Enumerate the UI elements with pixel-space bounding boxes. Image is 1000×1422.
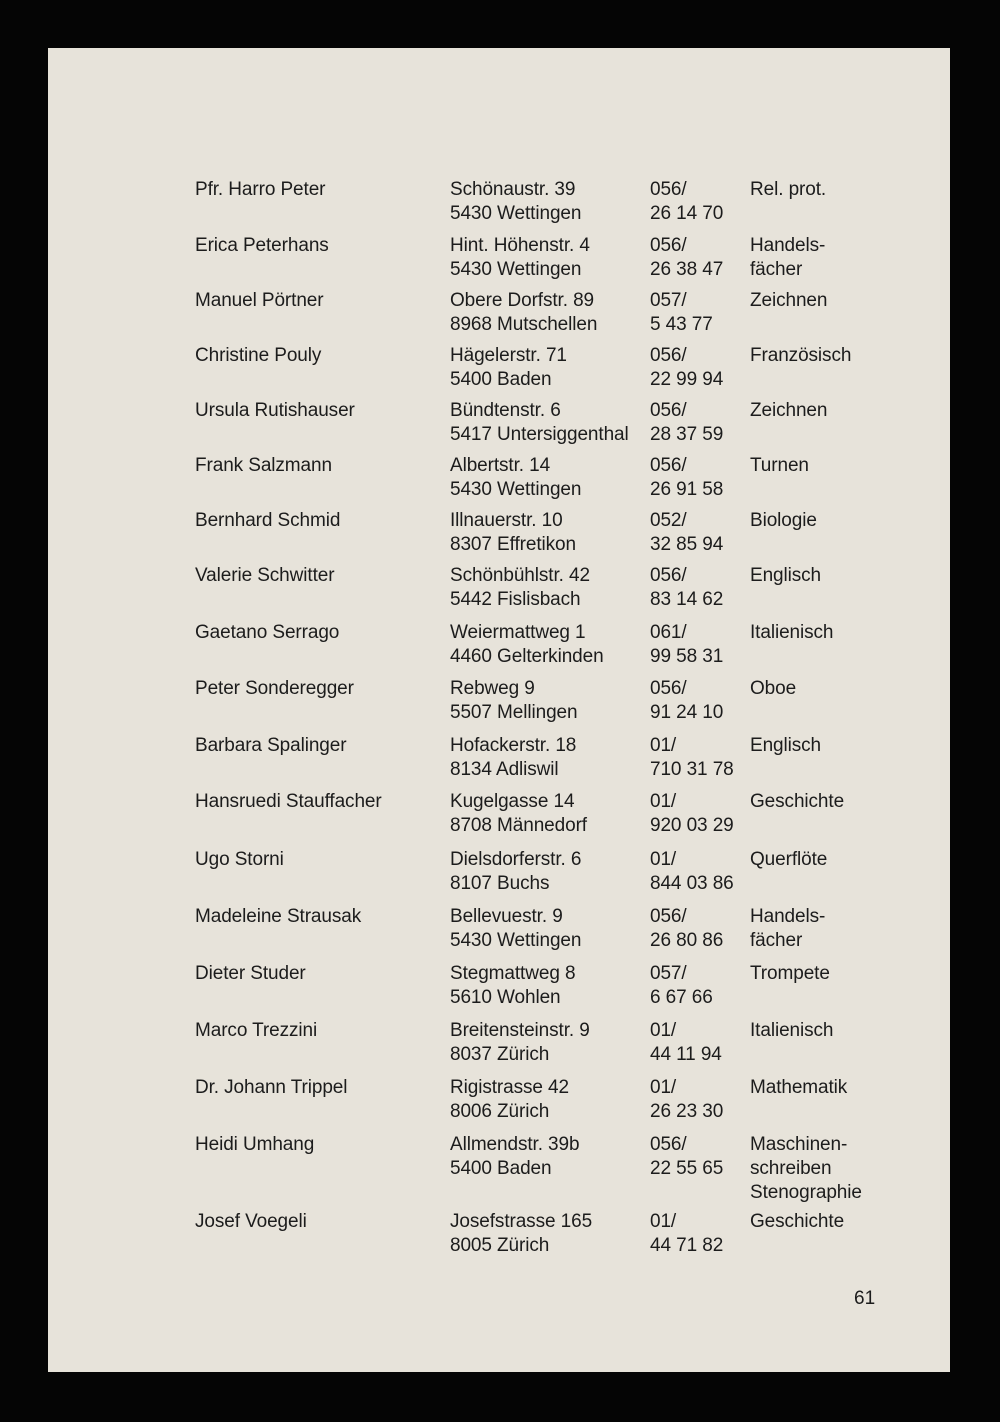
entry-name-line: Gaetano Serrago xyxy=(195,622,340,643)
entry-address xyxy=(450,178,581,226)
entry-subject-line: Turnen xyxy=(750,455,809,476)
entry-subject-line: Querflöte xyxy=(750,849,828,870)
entry-address xyxy=(450,621,604,669)
entry-subject xyxy=(750,962,830,986)
entry-phone-line: 056/ xyxy=(650,565,687,586)
entry-phone xyxy=(650,509,723,557)
page-number: 61 xyxy=(854,1288,876,1309)
entry-subject xyxy=(750,734,821,758)
entry-address xyxy=(450,344,567,392)
entry-name xyxy=(195,344,321,368)
entry-address xyxy=(450,1019,590,1067)
entry-name-line: Christine Pouly xyxy=(195,345,322,366)
entry-subject xyxy=(750,454,809,478)
entry-name-line: Marco Trezzini xyxy=(195,1020,318,1041)
document-page xyxy=(48,48,950,1372)
entry-phone-line: 01/ xyxy=(650,791,677,812)
entry-name-line: Bernhard Schmid xyxy=(195,510,341,531)
entry-subject xyxy=(750,1210,844,1234)
entry-phone-line: 99 58 31 xyxy=(650,646,724,667)
entry-phone xyxy=(650,178,723,226)
entry-name-line: Frank Salzmann xyxy=(195,455,332,476)
entry-address-line: Illnauerstr. 10 xyxy=(450,510,563,531)
entry-phone-line: 6 67 66 xyxy=(650,987,713,1008)
entry-subject xyxy=(750,564,821,588)
entry-name xyxy=(195,677,354,701)
entry-address xyxy=(450,962,575,1010)
entry-name-line: Dr. Johann Trippel xyxy=(195,1077,348,1098)
entry-phone-line: 26 23 30 xyxy=(650,1101,724,1122)
entry-address-line: 8134 Adliswil xyxy=(450,759,559,780)
entry-phone-line: 057/ xyxy=(650,290,687,311)
entry-subject-line: fächer xyxy=(750,930,803,951)
entry-address-line: 8307 Effretikon xyxy=(450,534,576,555)
entry-name-line: Ursula Rutishauser xyxy=(195,400,355,421)
entry-phone xyxy=(650,399,723,447)
entry-phone-line: 056/ xyxy=(650,678,687,699)
entry-name xyxy=(195,399,355,423)
entry-address-line: Rigistrasse 42 xyxy=(450,1077,569,1098)
entry-name xyxy=(195,734,346,758)
entry-name xyxy=(195,621,339,645)
entry-address-line: Breitensteinstr. 9 xyxy=(450,1020,590,1041)
entry-address-line: 8107 Buchs xyxy=(450,873,550,894)
entry-phone-line: 056/ xyxy=(650,235,687,256)
entry-phone-line: 056/ xyxy=(650,1134,687,1155)
entry-address xyxy=(450,399,629,447)
entry-phone-line: 26 80 86 xyxy=(650,930,724,951)
entry-subject-line: Handels- xyxy=(750,235,826,256)
entry-address xyxy=(450,1210,592,1258)
entry-name-line: Manuel Pörtner xyxy=(195,290,324,311)
entry-subject-line: Mathematik xyxy=(750,1077,848,1098)
entry-name-line: Madeleine Strausak xyxy=(195,906,362,927)
entry-address xyxy=(450,509,576,557)
entry-address xyxy=(450,734,576,782)
entry-phone-line: 22 55 65 xyxy=(650,1158,724,1179)
entry-subject-line: Zeichnen xyxy=(750,290,828,311)
entry-address-line: 5442 Fislisbach xyxy=(450,589,581,610)
entry-phone-line: 01/ xyxy=(650,849,677,870)
entry-subject-line: Stenographie xyxy=(750,1182,862,1203)
entry-subject-line: Geschichte xyxy=(750,1211,845,1232)
entry-address-line: Weiermattweg 1 xyxy=(450,622,586,643)
entry-address-line: Albertstr. 14 xyxy=(450,455,551,476)
entry-subject xyxy=(750,1133,862,1205)
entry-subject xyxy=(750,848,827,872)
entry-subject-line: Englisch xyxy=(750,565,822,586)
entry-subject-line: Geschichte xyxy=(750,791,845,812)
entry-address-line: 5610 Wohlen xyxy=(450,987,561,1008)
entry-subject-line: Trompete xyxy=(750,963,830,984)
entry-phone-line: 052/ xyxy=(650,510,687,531)
entry-subject-line: schreiben xyxy=(750,1158,832,1179)
entry-name xyxy=(195,234,329,258)
entry-address xyxy=(450,454,581,502)
entry-address-line: 4460 Gelterkinden xyxy=(450,646,604,667)
entry-phone-line: 26 14 70 xyxy=(650,203,724,224)
entry-name xyxy=(195,1019,317,1043)
entry-subject xyxy=(750,1076,847,1100)
entry-phone xyxy=(650,621,723,669)
entry-phone xyxy=(650,1133,723,1181)
entry-name-line: Pfr. Harro Peter xyxy=(195,179,326,200)
entry-phone-line: 056/ xyxy=(650,179,687,200)
entry-name-line: Josef Voegeli xyxy=(195,1211,307,1232)
entry-address-line: Obere Dorfstr. 89 xyxy=(450,290,595,311)
entry-phone xyxy=(650,962,713,1010)
entry-subject-line: fächer xyxy=(750,259,803,280)
entry-name xyxy=(195,905,361,929)
entry-address-line: 5417 Untersiggenthal xyxy=(450,424,629,445)
entry-subject xyxy=(750,677,796,701)
entry-phone-line: 01/ xyxy=(650,735,677,756)
entry-name xyxy=(195,564,334,588)
entry-address xyxy=(450,289,597,337)
entry-name-line: Ugo Storni xyxy=(195,849,284,870)
entry-address-line: Kugelgasse 14 xyxy=(450,791,575,812)
entry-phone-line: 26 38 47 xyxy=(650,259,724,280)
entry-subject-line: Maschinen- xyxy=(750,1134,848,1155)
entry-address xyxy=(450,848,581,896)
entry-phone xyxy=(650,1210,723,1258)
entry-address xyxy=(450,234,590,282)
entry-subject xyxy=(750,289,827,313)
entry-phone xyxy=(650,564,723,612)
entry-name-line: Erica Peterhans xyxy=(195,235,329,256)
entry-phone xyxy=(650,905,723,953)
entry-name-line: Barbara Spalinger xyxy=(195,735,347,756)
entry-address-line: Rebweg 9 xyxy=(450,678,535,699)
entry-address-line: 8708 Männedorf xyxy=(450,815,587,836)
entry-subject xyxy=(750,1019,833,1043)
entry-address-line: 5430 Wettingen xyxy=(450,203,582,224)
entry-name-line: Valerie Schwitter xyxy=(195,565,335,586)
entry-phone xyxy=(650,848,734,896)
entry-subject xyxy=(750,344,851,368)
entry-name-line: Peter Sonderegger xyxy=(195,678,354,699)
entry-subject-line: Französisch xyxy=(750,345,852,366)
entry-subject xyxy=(750,399,827,423)
entry-name xyxy=(195,962,306,986)
entry-name xyxy=(195,790,382,814)
entry-address-line: Dielsdorferstr. 6 xyxy=(450,849,582,870)
entry-subject-line: Englisch xyxy=(750,735,822,756)
entry-phone-line: 44 11 94 xyxy=(650,1044,722,1065)
entry-subject xyxy=(750,621,833,645)
entry-subject-line: Handels- xyxy=(750,906,826,927)
entry-phone-line: 920 03 29 xyxy=(650,815,734,836)
entry-phone-line: 056/ xyxy=(650,345,687,366)
entry-address-line: Bellevuestr. 9 xyxy=(450,906,563,927)
entry-phone xyxy=(650,454,723,502)
entry-phone xyxy=(650,234,723,282)
entry-phone xyxy=(650,734,734,782)
entry-address-line: 5400 Baden xyxy=(450,1158,552,1179)
entry-phone-line: 057/ xyxy=(650,963,687,984)
entry-subject-line: Italienisch xyxy=(750,1020,834,1041)
entry-name xyxy=(195,454,332,478)
entry-address-line: Stegmattweg 8 xyxy=(450,963,576,984)
entry-address-line: 5507 Mellingen xyxy=(450,702,578,723)
entry-address xyxy=(450,677,577,725)
entry-name-line: Dieter Studer xyxy=(195,963,306,984)
entry-subject-line: Oboe xyxy=(750,678,797,699)
entry-address-line: Hofackerstr. 18 xyxy=(450,735,577,756)
entry-phone-line: 44 71 82 xyxy=(650,1235,724,1256)
entry-subject xyxy=(750,509,817,533)
entry-phone-line: 28 37 59 xyxy=(650,424,724,445)
entry-phone xyxy=(650,677,723,725)
entry-phone-line: 32 85 94 xyxy=(650,534,724,555)
entry-address-line: Josefstrasse 165 xyxy=(450,1211,593,1232)
entry-phone-line: 844 03 86 xyxy=(650,873,734,894)
entry-name xyxy=(195,1076,347,1100)
entry-name xyxy=(195,289,324,313)
entry-name xyxy=(195,1133,314,1157)
entry-name xyxy=(195,178,325,202)
entry-address-line: 8037 Zürich xyxy=(450,1044,550,1065)
entry-subject xyxy=(750,790,844,814)
entry-subject-line: Zeichnen xyxy=(750,400,828,421)
entry-address xyxy=(450,1133,579,1181)
entry-phone-line: 01/ xyxy=(650,1211,677,1232)
entry-subject xyxy=(750,234,825,282)
entry-phone-line: 01/ xyxy=(650,1077,677,1098)
entry-phone-line: 061/ xyxy=(650,622,687,643)
entry-subject-line: Rel. prot. xyxy=(750,179,827,200)
entry-address-line: 8005 Zürich xyxy=(450,1235,550,1256)
entry-phone-line: 01/ xyxy=(650,1020,677,1041)
entry-subject-line: Italienisch xyxy=(750,622,834,643)
entry-name-line: Hansruedi Stauffacher xyxy=(195,791,382,812)
entry-subject xyxy=(750,905,825,953)
entry-address-line: 5430 Wettingen xyxy=(450,259,582,280)
entry-phone xyxy=(650,1076,723,1124)
entry-address-line: 5400 Baden xyxy=(450,369,552,390)
entry-name-line: Heidi Umhang xyxy=(195,1134,315,1155)
entry-subject-line: Biologie xyxy=(750,510,817,531)
entry-address xyxy=(450,905,581,953)
entry-address-line: Hägelerstr. 71 xyxy=(450,345,567,366)
entry-phone-line: 22 99 94 xyxy=(650,369,724,390)
entry-phone-line: 056/ xyxy=(650,455,687,476)
entry-phone xyxy=(650,1019,722,1067)
entry-address-line: Hint. Höhenstr. 4 xyxy=(450,235,590,256)
entry-subject xyxy=(750,178,826,202)
entry-address-line: 5430 Wettingen xyxy=(450,479,582,500)
entry-address-line: 8006 Zürich xyxy=(450,1101,550,1122)
entry-phone-line: 056/ xyxy=(650,400,687,421)
entry-address xyxy=(450,1076,569,1124)
entry-phone-line: 5 43 77 xyxy=(650,314,713,335)
entry-address-line: Schönbühlstr. 42 xyxy=(450,565,590,586)
entry-phone-line: 056/ xyxy=(650,906,687,927)
entry-name xyxy=(195,509,340,533)
entry-address-line: Bündtenstr. 6 xyxy=(450,400,561,421)
entry-address xyxy=(450,564,590,612)
entry-name xyxy=(195,848,284,872)
entry-phone xyxy=(650,790,734,838)
entry-address-line: Allmendstr. 39b xyxy=(450,1134,580,1155)
entry-phone-line: 83 14 62 xyxy=(650,589,724,610)
entry-address-line: 5430 Wettingen xyxy=(450,930,582,951)
entry-phone-line: 710 31 78 xyxy=(650,759,734,780)
entry-phone-line: 26 91 58 xyxy=(650,479,724,500)
entry-phone xyxy=(650,289,713,337)
entry-address-line: Schönaustr. 39 xyxy=(450,179,576,200)
entry-name xyxy=(195,1210,307,1234)
entry-phone-line: 91 24 10 xyxy=(650,702,724,723)
entry-phone xyxy=(650,344,723,392)
entry-address-line: 8968 Mutschellen xyxy=(450,314,598,335)
entry-address xyxy=(450,790,587,838)
